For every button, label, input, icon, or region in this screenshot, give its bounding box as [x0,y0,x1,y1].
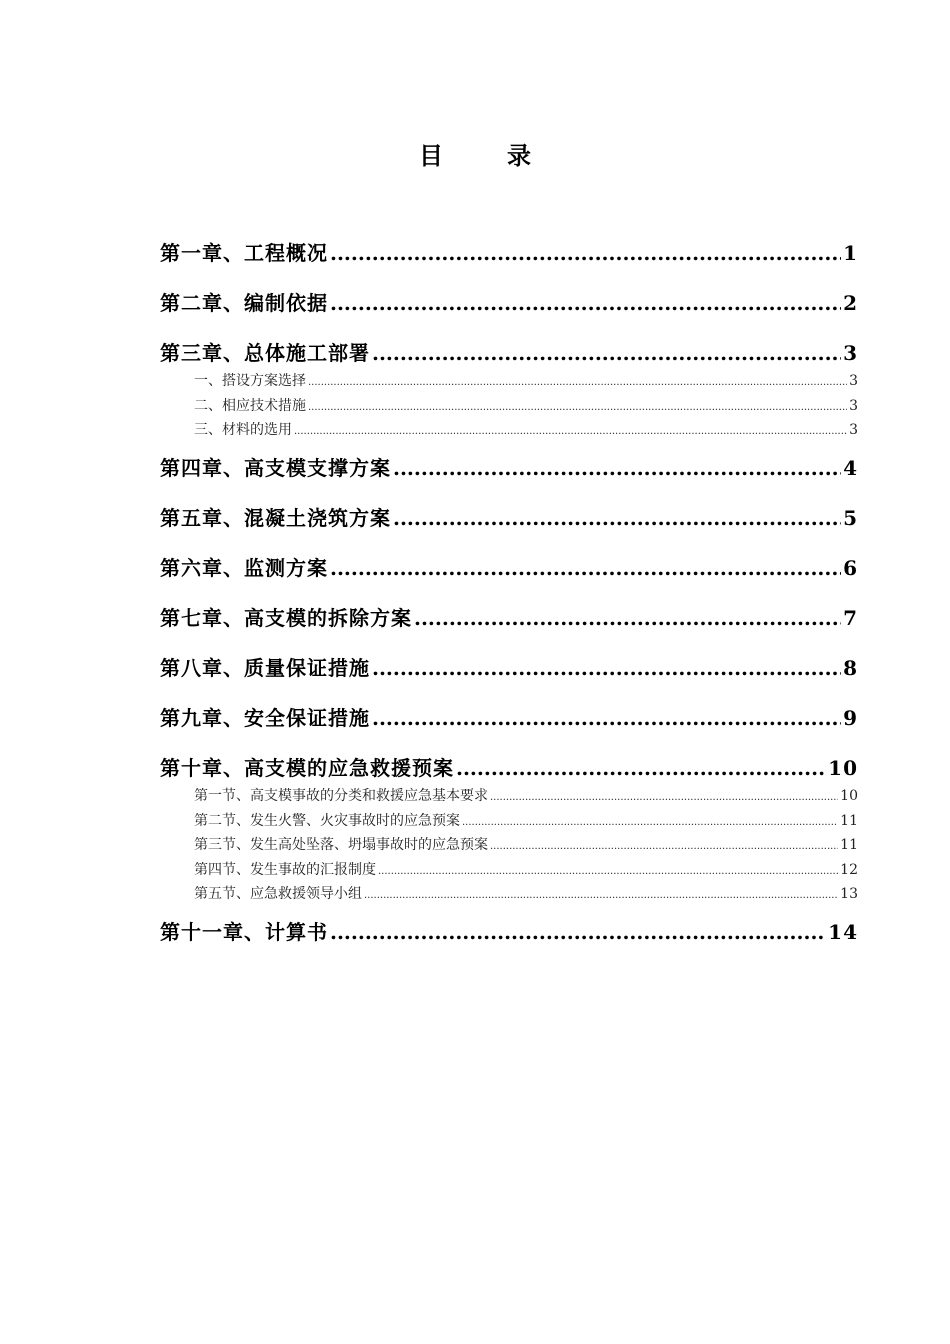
toc-title-char-1: 目 [419,141,443,170]
toc-entry-section-10-5[interactable] [194,883,858,915]
toc-entry-page: 3 [849,373,858,389]
toc-entry-chapter-5[interactable] [160,501,858,551]
table-of-contents [160,236,858,965]
toc-entry-label: 第二章、编制依据 [160,291,328,315]
dot-leader [378,861,838,883]
toc-entry-chapter-10[interactable] [160,751,858,785]
dot-leader [372,651,841,685]
dot-leader [393,451,841,485]
toc-entry-page: 10 [840,788,858,804]
toc-entry-page: 2 [843,291,858,315]
toc-entry-page: 14 [828,920,858,944]
toc-entry-label: 第五章、混凝土浇筑方案 [160,506,391,530]
toc-entry-page: 6 [843,556,858,580]
toc-entry-label: 第三章、总体施工部署 [160,341,370,365]
dot-leader [330,551,841,585]
toc-entry-chapter-9[interactable] [160,701,858,751]
toc-entry-label: 第八章、质量保证措施 [160,656,370,680]
toc-title [0,138,950,174]
toc-entry-page: 3 [849,422,858,438]
toc-entry-label: 第六章、监测方案 [160,556,328,580]
toc-entry-chapter-3[interactable] [160,336,858,370]
toc-entry-label: 第一章、工程概况 [160,241,328,265]
dot-leader [330,236,841,270]
toc-entry-page: 8 [843,656,858,680]
dot-leader [330,915,826,949]
dot-leader [393,501,841,535]
dot-leader [308,397,847,419]
dot-leader [294,421,847,443]
toc-entry-section-3-3[interactable] [194,419,858,451]
toc-entry-section-10-3[interactable] [194,834,858,859]
toc-entry-page: 12 [840,861,858,878]
toc-entry-page: 11 [840,812,858,829]
toc-entry-label: 三、材料的选用 [194,422,292,438]
toc-entry-section-10-4[interactable] [194,859,858,884]
toc-entry-page: 7 [843,606,858,630]
toc-entry-label: 第二节、发生火警、火灾事故时的应急预案 [194,812,460,829]
toc-entry-page: 5 [843,506,858,530]
toc-entry-page: 13 [840,886,858,902]
toc-entry-page: 1 [843,241,858,265]
toc-entry-section-10-1[interactable] [194,785,858,810]
toc-title-char-2: 录 [507,141,531,170]
toc-entry-label: 第四节、发生事故的汇报制度 [194,861,376,878]
toc-entry-section-3-2[interactable] [194,395,858,420]
toc-entry-page: 3 [843,341,858,365]
toc-entry-page: 11 [840,837,858,853]
toc-entry-label: 第十一章、计算书 [160,920,328,944]
dot-leader [308,372,847,394]
toc-entry-label: 第三节、发生高处坠落、坍塌事故时的应急预案 [194,837,488,853]
dot-leader [490,836,838,858]
toc-entry-chapter-11[interactable] [160,915,858,965]
toc-entry-label: 第十章、高支模的应急救援预案 [160,756,454,780]
toc-entry-section-3-1[interactable] [194,370,858,395]
dot-leader [330,286,841,320]
dot-leader [364,885,838,907]
dot-leader [462,812,838,834]
dot-leader [490,787,838,809]
toc-entry-page: 3 [849,397,858,414]
dot-leader [372,336,841,370]
toc-entry-label: 第七章、高支模的拆除方案 [160,606,412,630]
toc-entry-chapter-4[interactable] [160,451,858,501]
toc-entry-label: 第四章、高支模支撑方案 [160,456,391,480]
toc-entry-label: 第九章、安全保证措施 [160,706,370,730]
toc-entry-chapter-7[interactable] [160,601,858,651]
toc-entry-chapter-1[interactable] [160,236,858,286]
toc-entry-section-10-2[interactable] [194,810,858,835]
toc-entry-page: 10 [828,756,858,780]
toc-entry-chapter-2[interactable] [160,286,858,336]
toc-entry-label: 一、搭设方案选择 [194,373,306,389]
toc-entry-chapter-6[interactable] [160,551,858,601]
toc-entry-chapter-8[interactable] [160,651,858,701]
toc-entry-label: 第五节、应急救援领导小组 [194,886,362,902]
toc-entry-page: 4 [843,456,858,480]
toc-entry-label: 二、相应技术措施 [194,397,306,414]
toc-entry-page: 9 [843,706,858,730]
dot-leader [414,601,841,635]
dot-leader [372,701,841,735]
dot-leader [456,751,826,785]
toc-entry-label: 第一节、高支模事故的分类和救援应急基本要求 [194,788,488,804]
